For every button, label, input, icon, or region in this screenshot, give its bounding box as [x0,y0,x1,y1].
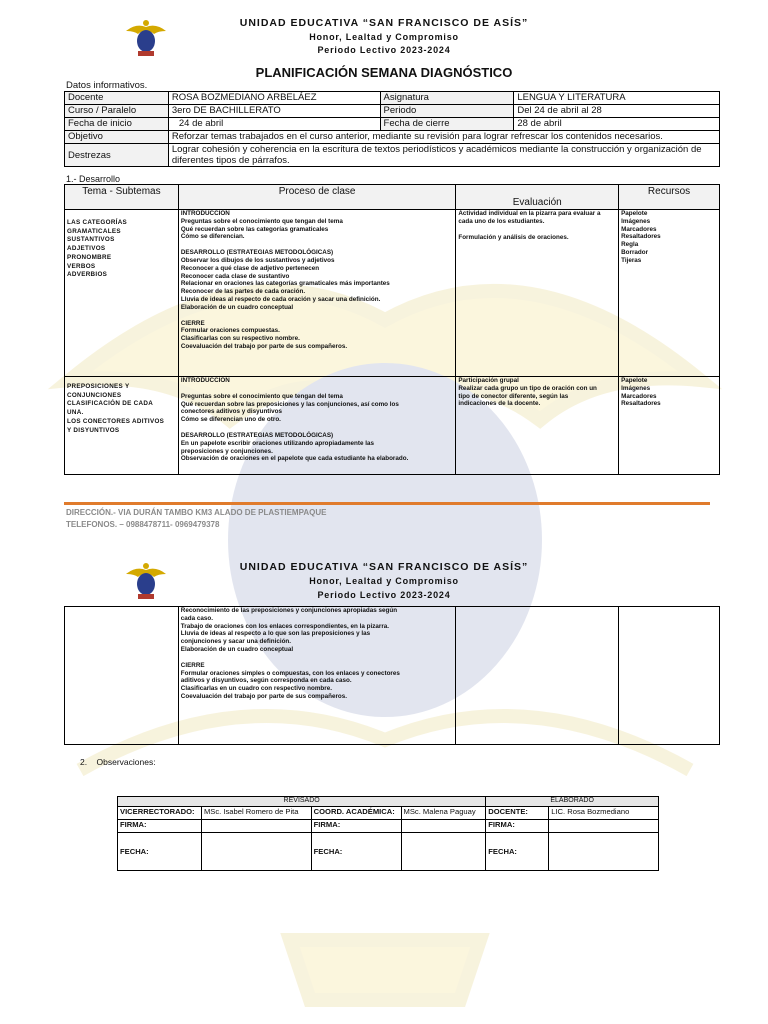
text-line: CLASIFICACIÓN DE CADA [67,400,154,408]
school-period: Periodo Lectivo 2023-2024 [317,590,451,600]
firma-label: FIRMA: [118,820,202,833]
text-line: Realizar cada grupo un tipo de oración con un [458,384,597,392]
asignatura-label: Asignatura [380,92,514,105]
table-row [65,210,720,377]
text-line: ADVERBIOS [67,271,108,279]
text-line: Reconocimiento de las preposiciones y conjunciones apropiadas según [180,607,398,614]
fecha-label: FECHA: [118,833,202,871]
text-line [181,654,454,662]
recursos-cell [619,607,720,745]
text-line [181,424,454,432]
tema-cell [65,377,179,475]
revisado-header: REVISADO [118,797,486,807]
text-line: Formular oraciones simples o compuestas, con los enlaces y conectores [180,669,400,677]
fecha-field[interactable] [401,833,486,871]
observaciones-label: 2. Observaciones: [80,757,156,767]
text-line: DESARROLLO (ESTRATEGIAS METODOLÓGICAS) [180,431,334,439]
text-line: Regla [621,241,639,249]
text-line: SUSTANTIVOS [67,236,115,244]
text-line: Papelote [621,210,648,217]
text-line: cada caso. [180,614,214,622]
text-line: conectores aditivos y disyuntivos [180,408,282,416]
text-line: Participación grupal [458,377,519,384]
text-line [458,226,616,234]
text-line: Clasificarlas en un cuadro con respectivo nombre. [180,685,332,693]
text-line: Qué recuerdan sobre las categorías gramaticales [180,225,329,233]
text-line: aditivos y disyuntivos, según corresponda en cada caso. [180,677,352,685]
tema-cell [65,607,179,745]
text-line: Relacionar en oraciones las categorías gramaticales más importantes [180,280,390,288]
text-line: Marcadores [621,225,657,233]
text-line: Formulación y análisis de oraciones. [458,233,569,241]
text-line: GRAMATICALES [67,227,121,235]
periodo-label: Periodo [380,105,514,118]
fecha-label: FECHA: [311,833,401,871]
text-line: Trabajo de oraciones con los enlaces correspondientes, en la pizarra. [180,622,390,630]
text-line: indicaciones de la docente. [458,400,541,408]
text-line: Reconocer cada clase de sustantivo [180,272,290,280]
evaluacion-cell [456,607,619,745]
desarrollo-table-continued [64,606,720,745]
text-line: En un papelote escribir oraciones utilizando apropiadamente las [180,439,375,447]
fecha-field[interactable] [549,833,659,871]
school-motto: Honor, Lealtad y Compromiso [309,32,459,42]
table-row [65,607,720,745]
evaluacion-cell [456,377,619,475]
recursos-cell [619,377,720,475]
text-line: CIERRE [180,319,205,327]
text-line: Observación de oraciones en el papelote que cada estudiante ha elaborado. [180,455,409,463]
text-line: conjunciones y sacar una definición. [180,638,292,646]
text-line: PRONOMBRE [67,253,112,261]
text-line: UNA. [67,409,84,417]
text-line: Elaboración de un cuadro conceptual [180,303,294,311]
vicerrectorado-label: VICERRECTORADO: [118,807,202,820]
firma-label: FIRMA: [311,820,401,833]
text-line: Reconocer de las partes de cada oración. [180,288,306,296]
text-line: ADJETIVOS [67,245,106,253]
coord-name: MSc. Malena Paguay [401,807,486,820]
text-line: LOS CONECTORES ADITIVOS [67,417,165,425]
destrezas-label: Destrezas [65,144,169,167]
recursos-cell [619,210,720,377]
col-recursos: Recursos [619,185,720,210]
docente-label: Docente [65,92,169,105]
text-line: Elaboración de un cuadro conceptual [180,645,294,653]
col-tema: Tema - Subtemas [65,185,179,210]
elaborado-header: ELABORADO [486,797,659,807]
proceso-cell [178,607,456,745]
text-line: Coevaluación del trabajo por parte de sus compañeros. [180,342,348,350]
text-line: Preguntas sobre el conocimiento que tengan del tema [180,392,343,400]
doc-title: PLANIFICACIÓN SEMANA DIAGNÓSTICO [255,65,513,80]
cierre-label: Fecha de cierre [380,118,514,131]
text-line: Tijeras [621,256,642,264]
docente-sign-label: DOCENTE: [486,807,549,820]
destrezas-value: Lograr cohesión y coherencia en la escritura de textos periodísticos y académicos mediante la construcción y organización de diferentes tipos de párrafos. [168,144,719,167]
fecha-label: FECHA: [486,833,549,871]
text-line: Marcadores [621,392,657,400]
footer-direccion: DIRECCIÓN.- VIA DURÁN TAMBO KM3 ALADO DE PLASTIEMPAQUE [66,508,327,517]
firma-field[interactable] [201,820,311,833]
inicio-label: Fecha de inicio [65,118,169,131]
evaluacion-cell [456,210,619,377]
inicio-value: 24 de abril [168,118,380,131]
periodo-value: Del 24 de abril al 28 [514,105,720,118]
signature-table [117,796,659,871]
footer-telefonos: TELEFONOS. – 0988478711- 0969479378 [66,520,220,529]
docente-value: ROSA BOZMEDIANO ARBELÁEZ [168,92,380,105]
text-line: Resaltadores [621,233,661,241]
text-line: Resaltadores [621,400,661,408]
text-line: Reconocer a qué clase de adjetivo pertenecen [180,264,320,272]
text-line: DESARROLLO (ESTRATEGIAS METODOLÓGICAS) [180,249,334,257]
col-proceso: Proceso de clase [178,185,456,210]
proceso-cell [178,377,456,475]
text-line: preposiciones y conjunciones. [180,447,273,455]
text-line: Cómo se diferencian uno de otro. [180,416,281,424]
cierre-value: 28 de abril [514,118,720,131]
vicerrectorado-name: MSc. Isabel Romero de Pita [201,807,311,820]
text-line: tipo de conector diferente, según las [458,392,569,400]
school-name: UNIDAD EDUCATIVA “SAN FRANCISCO DE ASÍS” [239,561,529,573]
firma-field[interactable] [401,820,486,833]
fecha-field[interactable] [201,833,311,871]
text-line [181,385,454,393]
text-line: Lluvia de ideas al respecto de cada oración y sacar una definición. [180,295,381,303]
text-line: INTRODUCCIÓN [180,377,230,384]
info-section-label: Datos informativos. [66,80,148,91]
text-line: CIERRE [180,661,205,669]
text-line: Y DISYUNTIVOS [67,426,120,434]
text-line: Clasificarlas con su respectivo nombre. [180,335,300,343]
table-row [65,377,720,475]
desarrollo-label: 1.- Desarrollo [66,174,121,184]
text-line: Actividad individual en la pizarra para evaluar a [458,210,601,217]
text-line: LAS CATEGORÍAS [67,219,128,226]
info-table [64,91,720,167]
firma-label: FIRMA: [486,820,549,833]
text-line: Coevaluación del trabajo por parte de sus compañeros. [180,692,348,700]
text-line: PREPOSICIONES Y [67,383,130,390]
text-line: Cómo se diferencian. [180,233,245,241]
text-line: Imágenes [621,217,651,225]
text-line: Observar los dibujos de los sustantivos y adjetivos [180,256,335,264]
desarrollo-table [64,184,720,475]
firma-field[interactable] [549,820,659,833]
school-name: UNIDAD EDUCATIVA “SAN FRANCISCO DE ASÍS” [239,17,529,29]
text-line: Preguntas sobre el conocimiento que tengan del tema [180,217,343,225]
col-evaluacion: Evaluación [456,185,619,210]
objetivo-label: Objetivo [65,131,169,144]
school-period: Periodo Lectivo 2023-2024 [317,45,451,55]
asignatura-value: LENGUA Y LITERATURA [514,92,720,105]
text-line: Imágenes [621,384,651,392]
tema-cell [65,210,179,377]
curso-label: Curso / Paralelo [65,105,169,118]
text-line: Borrador [621,248,649,256]
text-line: Lluvia de ideas al respecto a lo que son las preposiciones y las [180,630,371,638]
text-line [181,241,454,249]
text-line: Papelote [621,377,648,384]
school-motto: Honor, Lealtad y Compromiso [309,576,459,586]
curso-value: 3ero DE BACHILLERATO [168,105,380,118]
docente-sign-name: LIC. Rosa Bozmediano [549,807,659,820]
footer-divider [64,502,710,505]
text-line: VERBOS [67,262,96,270]
text-line: Qué recuerdan sobre las preposiciones y las conjunciones, así como los [180,400,399,408]
text-line: CONJUNCIONES [67,391,122,399]
objetivo-value: Reforzar temas trabajados en el curso anterior, mediante su revisión para lograr refrescar los contenidos necesarios. [168,131,719,144]
text-line: INTRODUCCIÓN [180,210,230,217]
proceso-cell [178,210,456,377]
text-line: Formular oraciones compuestas. [180,327,280,335]
text-line: cada uno de los estudiantes. [458,217,545,225]
coord-label: COORD. ACADÉMICA: [311,807,401,820]
text-line [181,312,454,320]
